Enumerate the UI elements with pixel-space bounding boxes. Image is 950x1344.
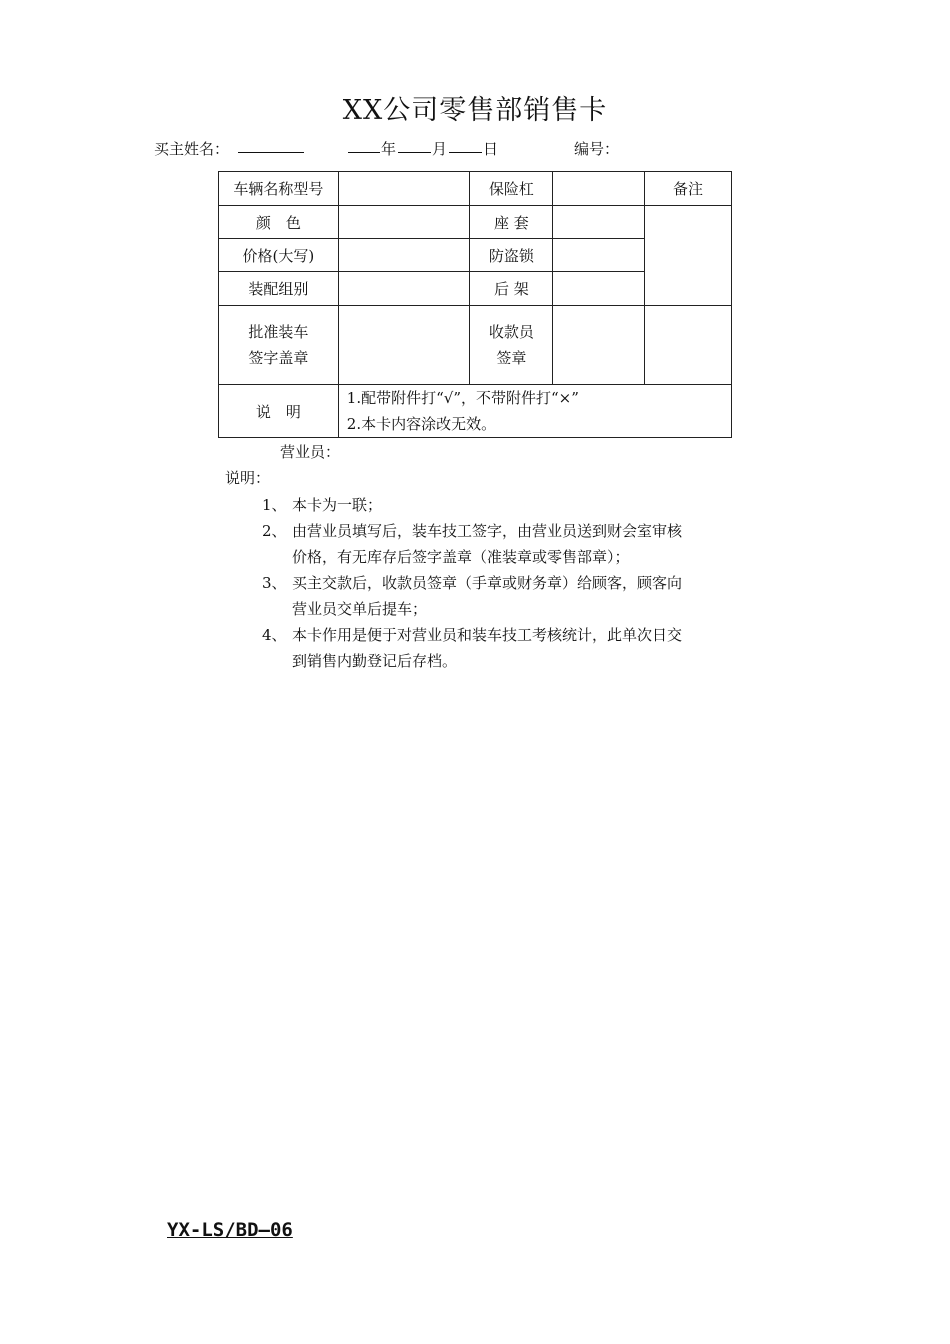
note-line: 营业员交单后提车； [292, 600, 428, 618]
cashier-label-line1: 收款员 [488, 323, 534, 341]
month-blank[interactable] [398, 138, 431, 153]
instruction-line-2: 2.本卡内容涂改无效。 [346, 415, 497, 433]
buyer-name-blank[interactable] [238, 138, 304, 153]
cashier-label-line2: 签章 [496, 349, 527, 367]
note-item-2 [262, 518, 732, 570]
approval-label-line1: 批准装车 [248, 323, 309, 341]
note-number: 4、 [262, 626, 287, 644]
note-number: 2、 [262, 522, 287, 540]
bumper-cell[interactable] [553, 172, 645, 206]
day-blank[interactable] [449, 138, 482, 153]
bumper-label: 保险杠 [470, 172, 553, 206]
remarks-cell[interactable] [645, 206, 732, 306]
vehicle-model-label: 车辆名称型号 [219, 172, 339, 206]
document-code: YX-LS/BD—06 [167, 1219, 293, 1241]
instructions-cell [338, 385, 731, 438]
note-line: 到销售内勤登记后存档。 [292, 652, 458, 670]
note-item-4 [262, 622, 732, 674]
seat-cover-cell[interactable] [553, 206, 645, 239]
serial-number-label: 编号： [574, 140, 620, 158]
note-number: 1、 [262, 496, 287, 514]
color-label: 颜 色 [219, 206, 339, 239]
cashier-signature-label [470, 306, 553, 385]
buyer-name-label: 买主姓名： [154, 140, 230, 158]
note-number: 3、 [262, 574, 287, 592]
anti-theft-lock-label: 防盗锁 [470, 239, 553, 272]
sales-card-table [218, 171, 732, 438]
approval-signature-cell[interactable] [338, 306, 470, 385]
rear-rack-cell[interactable] [553, 272, 645, 306]
month-label: 月 [432, 140, 448, 158]
note-item-1 [262, 492, 732, 518]
anti-theft-lock-cell[interactable] [553, 239, 645, 272]
notes-list [262, 492, 732, 674]
notes-heading: 说明： [225, 469, 271, 487]
salesperson-label: 营业员： [280, 443, 341, 461]
note-line: 价格，有无库存后签字盖章（准装章或零售部章）； [292, 548, 630, 566]
remarks-extra-cell[interactable] [645, 306, 732, 385]
note-line: 本卡为一联； [292, 496, 383, 514]
price-cell[interactable] [338, 239, 470, 272]
price-label: 价格(大写) [219, 239, 339, 272]
note-line: 买主交款后，收款员签章（手章或财务章）给顾客，顾客向 [292, 574, 683, 592]
year-blank[interactable] [348, 138, 380, 153]
note-item-3 [262, 570, 732, 622]
color-cell[interactable] [338, 206, 470, 239]
seat-cover-label: 座 套 [470, 206, 553, 239]
vehicle-model-cell[interactable] [338, 172, 470, 206]
approval-signature-label [219, 306, 339, 385]
year-label: 年 [381, 140, 397, 158]
day-label: 日 [483, 140, 499, 158]
assembly-group-label: 装配组别 [219, 272, 339, 306]
instructions-label: 说 明 [219, 385, 339, 438]
header-info-row [0, 138, 950, 160]
page-title: XX公司零售部销售卡 [342, 95, 608, 126]
cashier-signature-cell[interactable] [553, 306, 645, 385]
note-line: 由营业员填写后，装车技工签字，由营业员送到财会室审核 [292, 522, 683, 540]
approval-label-line2: 签字盖章 [248, 349, 309, 367]
remarks-label: 备注 [645, 172, 732, 206]
assembly-group-cell[interactable] [338, 272, 470, 306]
instruction-line-1: 1.配带附件打“√”，不带附件打“×” [346, 389, 579, 407]
rear-rack-label: 后 架 [470, 272, 553, 306]
note-line: 本卡作用是便于对营业员和装车技工考核统计，此单次日交 [292, 626, 683, 644]
